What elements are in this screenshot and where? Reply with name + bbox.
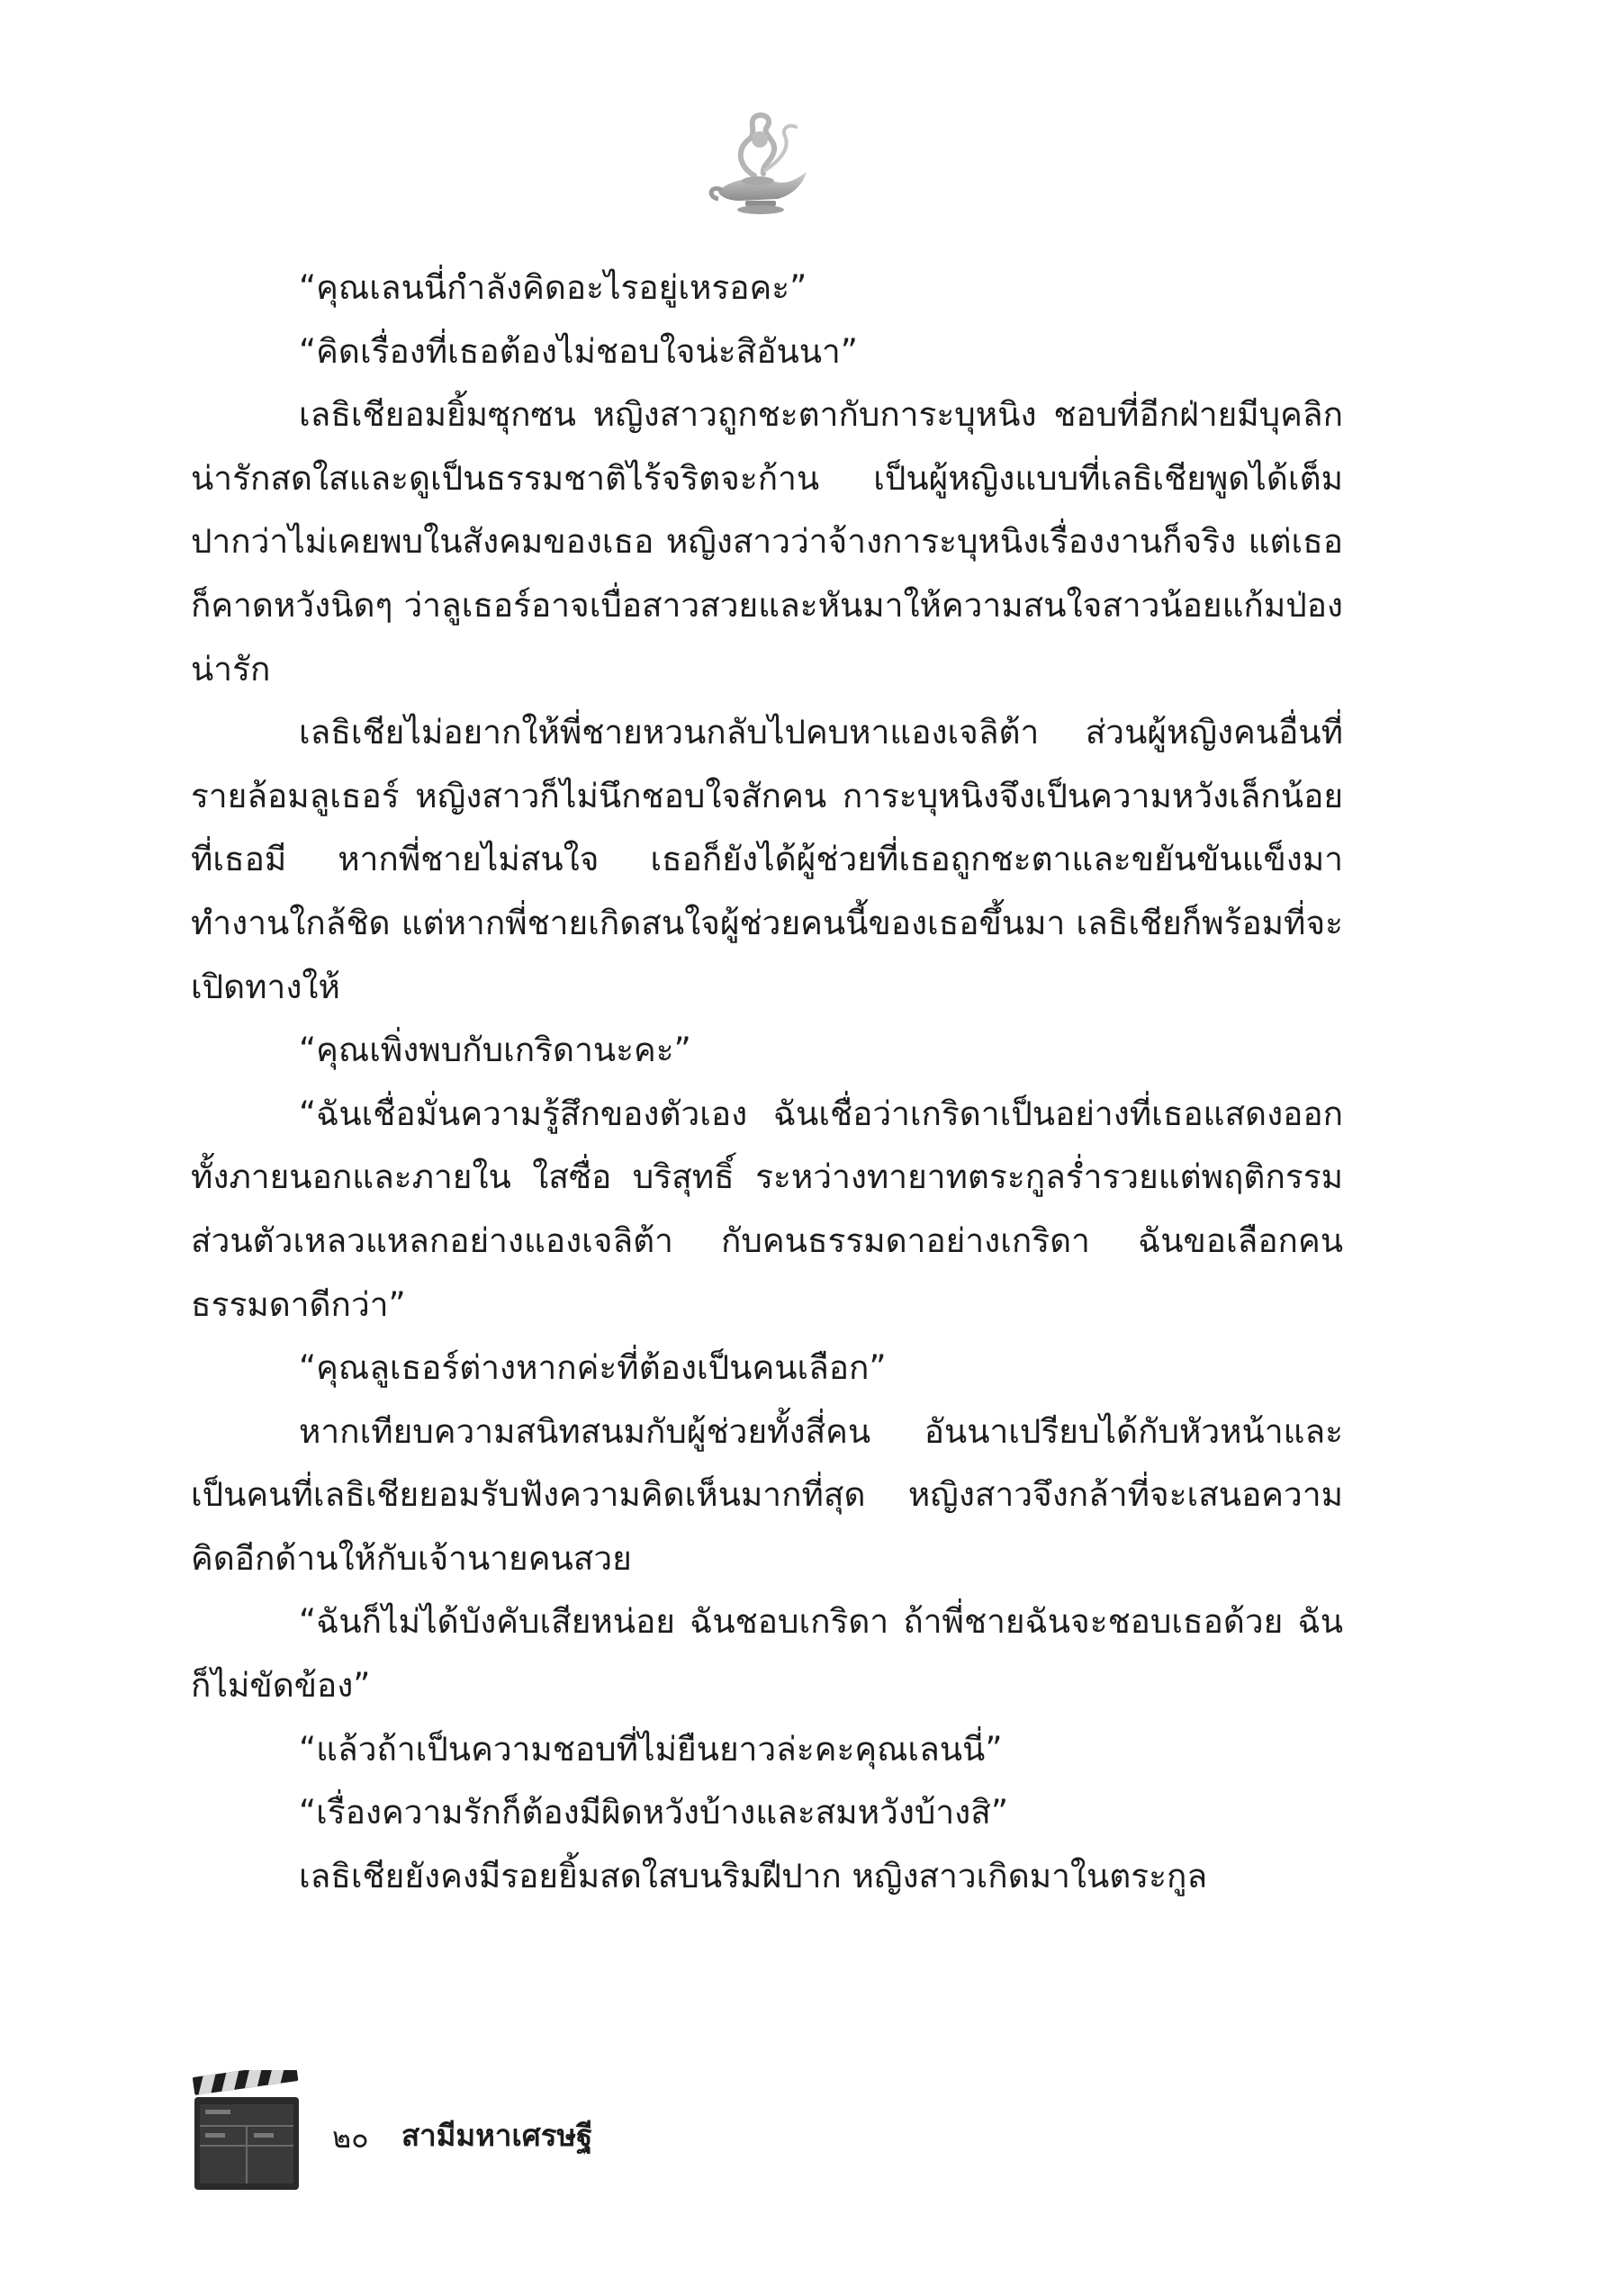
paragraph: “ฉันก็ไม่ได้บังคับเสียหน่อย ฉันชอบเกริดา ถ้าพี่ชายฉันจะชอบเธอด้วย ฉันก็ไม่ขัดข้อง” bbox=[191, 1602, 1343, 1706]
page-footer bbox=[193, 2070, 733, 2196]
paragraph: หากเทียบความสนิทสนมกับผู้ช่วยทั้งสี่คน อันนาเปรียบได้กับหัวหน้าและเป็นคนที่เลธิเชียยอมรับฟังความคิดเห็นมากที่สุด หญิงสาวจึงกล้าที่จะเสนอความคิดอีกด้านให้กับเจ้านายคนสวย bbox=[191, 1411, 1343, 1578]
paragraph: เลธิเชียไม่อยากให้พี่ชายหวนกลับไปคบหาแองเจลิต้า ส่วนผู้หญิงคนอื่นที่รายล้อมลูเธอร์ หญิงสาวก็ไม่นึกชอบใจสักคน การะบุหนิงจึงเป็นความหวังเล็กน้อยที่เธอมี หากพี่ชายไม่สนใจ เธอก็ยังได้ผู้ช่วยที่เธอถูกชะตาและขยันขันแข็งมาทำงานใกล้ชิด แต่หากพี่ชายเกิดสนใจผู้ช่วยคนนี้ของเธอขึ้นมา เลธิเชียก็พร้อมที่จะเปิดทางให้ bbox=[191, 713, 1343, 1006]
paragraph: เลธิเชียยังคงมีรอยยิ้มสดใสบนริมฝีปาก หญิงสาวเกิดมาในตระกูล bbox=[299, 1856, 1208, 1895]
paragraph: “คุณเลนนี่กำลังคิดอะไรอยู่เหรอคะ” bbox=[299, 268, 807, 307]
paragraph: “เรื่องความรักก็ต้องมีผิดหวังบ้างและสมหวังบ้างสิ” bbox=[299, 1793, 1009, 1832]
genie-lamp-icon bbox=[702, 113, 819, 221]
chapter-body bbox=[191, 257, 1343, 1908]
paragraph: เลธิเชียอมยิ้มซุกซน หญิงสาวถูกชะตากับการะบุหนิง ชอบที่อีกฝ่ายมีบุคลิกน่ารักสดใสและดูเป็นธรรมชาติไร้จริตจะก้าน เป็นผู้หญิงแบบที่เลธิเชียพูดได้เต็มปากว่าไม่เคยพบในสังคมของเธอ หญิงสาวว่าจ้างการะบุหนิงเรื่องงานก็จริง แต่เธอก็คาดหวังนิดๆ ว่าลูเธอร์อาจเบื่อสาวสวยและหันมาให้ความสนใจสาวน้อยแก้มป่องน่ารัก bbox=[191, 395, 1343, 689]
paragraph: “คิดเรื่องที่เธอต้องไม่ชอบใจน่ะสิอันนา” bbox=[299, 331, 858, 371]
paragraph: “แล้วถ้าเป็นความชอบที่ไม่ยืนยาวล่ะคะคุณเลนนี่” bbox=[299, 1729, 1003, 1769]
book-title: สามีมหาเศรษฐี bbox=[401, 2118, 593, 2153]
paragraph: “คุณเพิ่งพบกับเกริดานะคะ” bbox=[299, 1031, 691, 1070]
paragraph: “คุณลูเธอร์ต่างหากค่ะที่ต้องเป็นคนเลือก” bbox=[299, 1348, 887, 1388]
page-number: ๒๐ bbox=[332, 2120, 369, 2155]
film-clapperboard-icon bbox=[193, 2070, 301, 2192]
paragraph: “ฉันเชื่อมั่นความรู้สึกของตัวเอง ฉันเชื่อว่าเกริดาเป็นอย่างที่เธอแสดงออกทั้งภายนอกและภายใน ใสซื่อ บริสุทธิ์ ระหว่างทายาทตระกูลร่ำรวยแต่พฤติกรรมส่วนตัวเหลวแหลกอย่างแองเจลิต้า กับคนธรรมดาอย่างเกริดา ฉันขอเลือกคนธรรมดาดีกว่า” bbox=[191, 1094, 1343, 1324]
